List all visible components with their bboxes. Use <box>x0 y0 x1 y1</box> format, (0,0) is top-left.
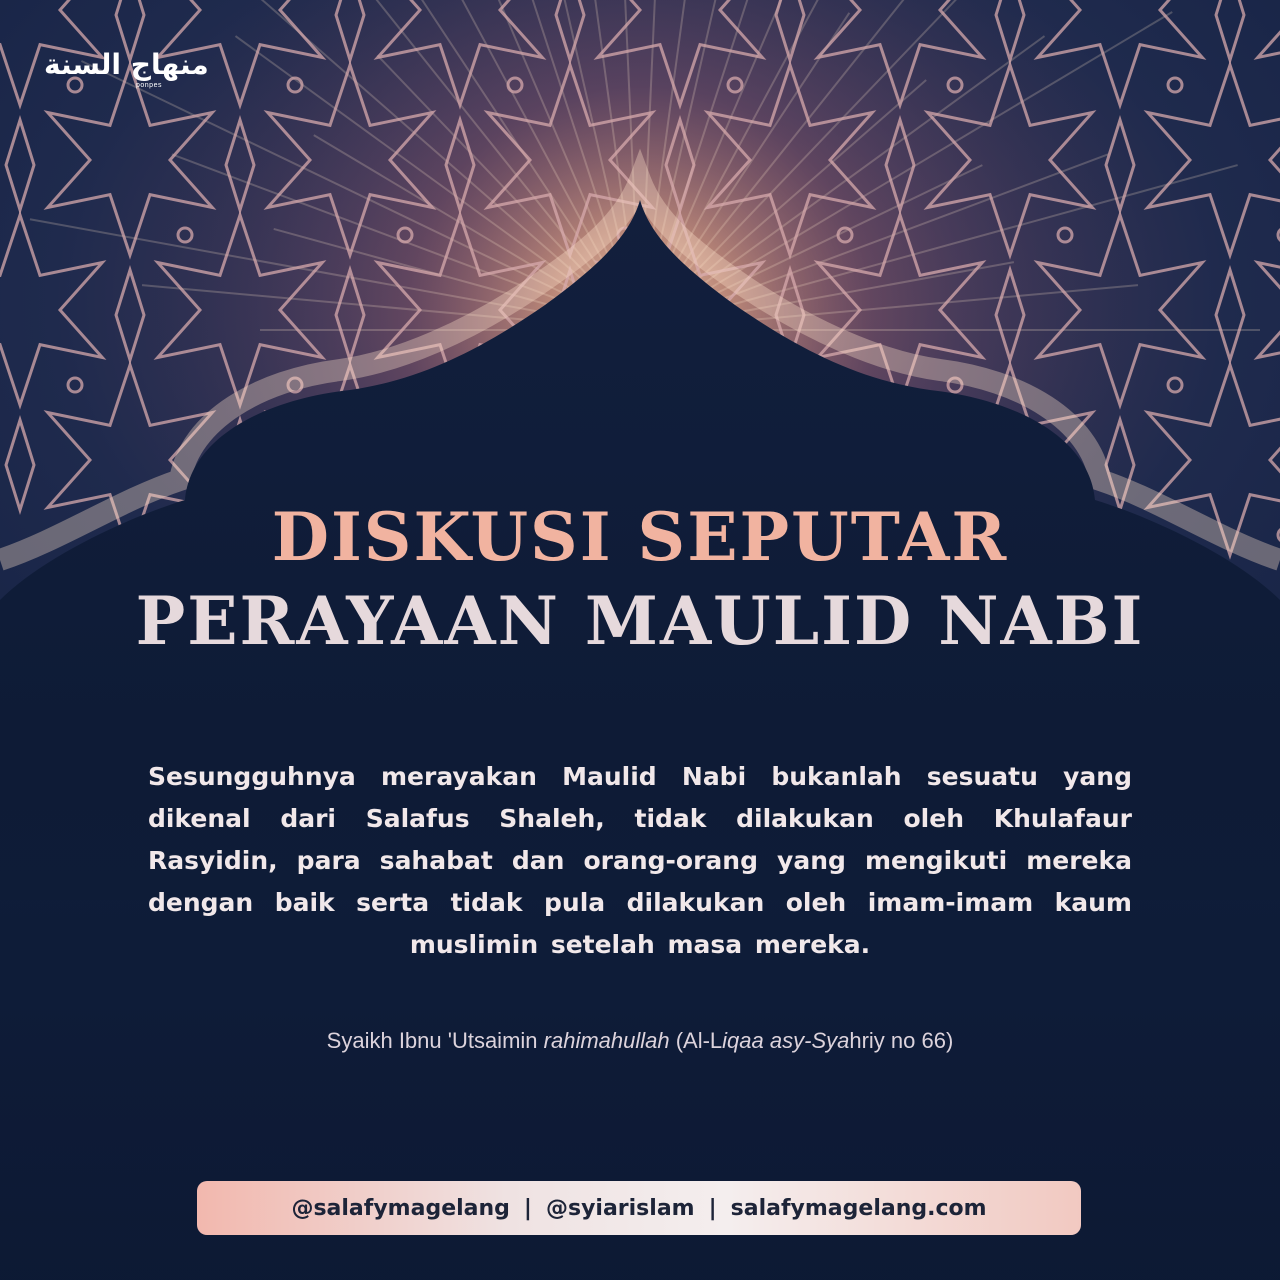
logo-arabic-text: منهاج السنة <box>44 48 209 81</box>
quote-body: Sesungguhnya merayakan Maulid Nabi bukanlah sesuatu yang dikenal dari Salafus Shaleh, tidak dilakukan oleh Khulafaur Rasyidin, para sahabat dan orang-orang yang mengikuti mereka dengan baik serta tidak pula dilakukan oleh imam-imam kaum muslimin setelah masa mereka. <box>148 762 1132 959</box>
citation-book-italic: iqaa asy-Sya <box>722 1028 850 1053</box>
title-line-2: PERAYAAN MAULID NABI <box>135 582 1145 660</box>
footer-handle-1: @salafymagelang <box>291 1195 510 1221</box>
footer-separator-2: | <box>708 1195 717 1221</box>
quote-citation <box>0 1028 1280 1054</box>
citation-open: (Al-L <box>669 1028 723 1053</box>
footer-handle-2: @syiarislam <box>545 1195 695 1221</box>
footer-website: salafymagelang.com <box>730 1195 987 1221</box>
brand-logo <box>44 48 209 92</box>
citation-honorific: rahimahullah <box>543 1028 670 1053</box>
footer-separator-1: | <box>523 1195 532 1221</box>
footer-social-bar <box>197 1181 1081 1235</box>
citation-author: Syaikh Ibnu 'Utsaimin <box>326 1028 544 1053</box>
citation-book-rest: hriy no 66) <box>849 1028 954 1053</box>
title-line-1: DISKUSI SEPUTAR <box>271 498 1009 576</box>
logo-subtext: ponpes <box>136 82 162 89</box>
